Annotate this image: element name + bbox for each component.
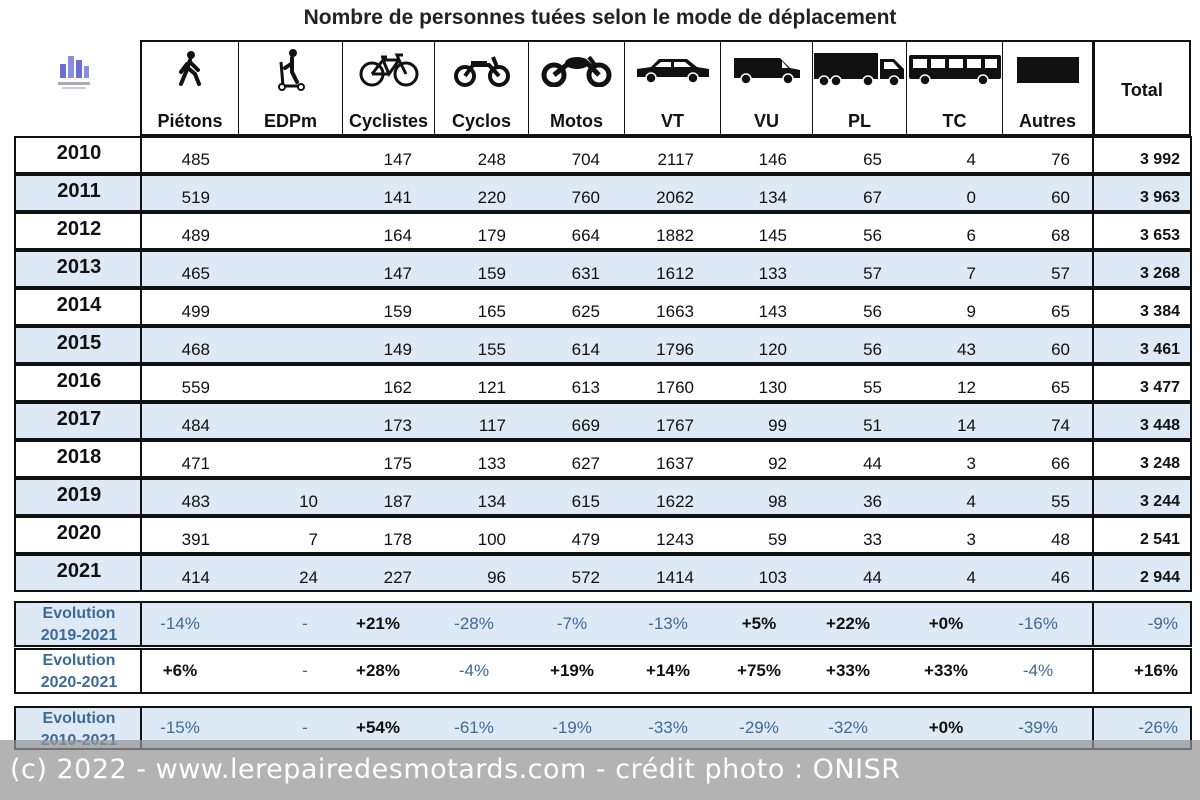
value-cell: 414 [181,568,210,587]
value-cell: 704 [571,150,600,169]
value-cell: 44 [863,568,882,587]
col-header-cyclos [434,42,528,134]
value-cell: 65 [1051,378,1070,397]
col-header-motos [528,42,624,134]
value-cell: 33 [863,530,882,549]
value-cell: 43 [957,340,976,359]
evolution-label [16,603,142,645]
scooter-icon [273,48,309,92]
value-cell: 1612 [656,264,694,283]
evolution-cell: +75% [737,661,781,680]
watermark-text: (c) 2022 - www.lerepairedesmotards.com - crédit photo : ONISR [10,754,901,785]
col-label: PL [847,111,871,131]
value-cell: 155 [477,340,506,359]
value-cell: 165 [477,302,506,321]
value-cell: 187 [383,492,412,511]
table-row [14,136,1192,174]
evolution-cell: +19% [550,661,594,680]
value-cell: 143 [758,302,787,321]
evolution-cell: - [302,614,308,633]
evolution-cell: -32% [828,718,868,737]
value-cell: 57 [863,264,882,283]
evolution-cell: +54% [356,718,400,737]
value-cell: 164 [383,226,412,245]
value-cell: 4 [966,492,976,511]
value-cell: 1882 [656,226,694,245]
value-cell [244,328,324,362]
value-cell: 98 [768,492,787,511]
evolution-cell: -7% [556,614,588,633]
value-cell: 14 [957,416,976,435]
value-cell: 120 [758,340,787,359]
evolution-row [14,601,1192,647]
value-cell: 175 [383,454,412,473]
value-cell: 1243 [656,530,694,549]
value-cell: 559 [181,378,210,397]
value-cell: 76 [1051,150,1070,169]
col-header-pietons [142,42,238,134]
value-cell: 614 [571,340,600,359]
evolution-label-line2: 2019-2021 [40,627,118,644]
value-cell: 159 [383,302,412,321]
value-cell: 631 [571,264,600,283]
value-cell: 10 [299,492,318,511]
truck-icon [814,51,906,89]
total-cell: 3 448 [1092,404,1190,438]
value-cell: 1760 [656,378,694,397]
col-header-vt [624,42,720,134]
value-cell: 1637 [656,454,694,473]
evolution-cell: -28% [454,614,494,633]
value-cell: 2062 [656,188,694,207]
year-cell: 2012 [56,218,102,240]
value-cell: 179 [477,226,506,245]
value-cell [244,366,324,400]
col-header-tc [906,42,1002,134]
evolution-cell: +0% [928,614,964,633]
year-cell: 2017 [56,408,102,430]
evolution-cell: - [302,718,308,737]
evolution-cell: -15% [160,718,200,737]
total-cell: 3 461 [1092,328,1190,362]
value-cell [244,214,324,248]
value-cell: 51 [863,416,882,435]
evolution-cell: +6% [162,661,198,680]
value-cell: 613 [571,378,600,397]
value-cell: 760 [571,188,600,207]
value-cell: 65 [863,150,882,169]
value-cell: 519 [181,188,210,207]
evolution-cell: -39% [1018,718,1058,737]
evolution-total-cell: +16% [1092,650,1190,692]
value-cell: 55 [1051,492,1070,511]
year-cell: 2013 [56,256,102,278]
value-cell: 146 [758,150,787,169]
value-cell: 134 [758,188,787,207]
value-cell: 66 [1051,454,1070,473]
evolution-cell: -33% [648,718,688,737]
evolution-cell: +28% [356,661,400,680]
watermark-banner [0,740,1200,800]
col-header-vu [720,42,812,134]
col-label: TC [942,111,967,131]
evolution-total-cell: -9% [1092,603,1190,645]
value-cell: 99 [768,416,787,435]
total-cell: 3 963 [1092,176,1190,210]
value-cell: 60 [1051,188,1070,207]
value-cell [244,290,324,324]
value-cell: 664 [571,226,600,245]
value-cell: 56 [863,340,882,359]
value-cell: 56 [863,302,882,321]
table-row [14,478,1192,516]
total-label: Total [1121,80,1163,100]
value-cell: 1767 [656,416,694,435]
evolution-label-line1: Evolution [42,605,116,622]
moped-icon [453,53,511,87]
col-label: EDPm [263,111,317,131]
onisr-logo [56,52,92,92]
evolution-cell: -13% [648,614,688,633]
value-cell: 134 [477,492,506,511]
van-icon [732,54,802,86]
evolution-cell: +0% [928,718,964,737]
value-cell: 391 [181,530,210,549]
value-cell: 484 [181,416,210,435]
value-cell: 220 [477,188,506,207]
evolution-row [14,648,1192,694]
value-cell: 6 [966,226,976,245]
col-label: VU [753,111,779,131]
value-cell: 56 [863,226,882,245]
evolution-cell: - [302,661,308,680]
value-cell: 1414 [656,568,694,587]
total-cell: 3 244 [1092,480,1190,514]
total-cell: 3 477 [1092,366,1190,400]
value-cell: 471 [181,454,210,473]
value-cell: 74 [1051,416,1070,435]
col-label: Cyclistes [348,111,429,131]
col-label: Cyclos [451,111,512,131]
col-header-edpm [238,42,342,134]
value-cell: 92 [768,454,787,473]
value-cell: 48 [1051,530,1070,549]
total-cell: 3 248 [1092,442,1190,476]
year-cell: 2015 [56,332,102,354]
year-cell: 2019 [56,484,102,506]
value-cell: 489 [181,226,210,245]
value-cell: 96 [487,568,506,587]
evolution-cell: -4% [1022,661,1054,680]
value-cell [244,176,324,210]
column-header-bar [140,40,1094,136]
value-cell: 627 [571,454,600,473]
page-title: Nombre de personnes tuées selon le mode de déplacement [303,6,897,29]
value-cell: 133 [477,454,506,473]
evolution-label-line2: 2020-2021 [40,674,118,691]
value-cell: 65 [1051,302,1070,321]
year-cell: 2011 [57,180,101,202]
value-cell: 499 [181,302,210,321]
value-cell: 465 [181,264,210,283]
evolution-label-line1: Evolution [42,710,116,727]
year-cell: 2014 [56,294,102,316]
value-cell: 103 [758,568,787,587]
value-cell: 468 [181,340,210,359]
value-cell: 141 [383,188,412,207]
value-cell: 24 [299,568,318,587]
value-cell: 68 [1051,226,1070,245]
value-cell: 121 [477,378,506,397]
evolution-label [16,650,142,692]
value-cell [244,252,324,286]
col-header-pl [812,42,906,134]
value-cell: 3 [966,454,976,473]
value-cell: 1796 [656,340,694,359]
value-cell: 0 [966,188,976,207]
value-cell: 57 [1051,264,1070,283]
value-cell: 1622 [656,492,694,511]
table-row [14,174,1192,212]
value-cell: 12 [957,378,976,397]
value-cell: 147 [383,150,412,169]
table-row [14,516,1192,554]
bus-icon [909,53,1001,87]
value-cell [244,404,324,438]
evolution-total-cell: -26% [1092,708,1190,748]
value-cell: 173 [383,416,412,435]
table-row [14,288,1192,326]
table-row [14,554,1192,592]
total-cell: 3 653 [1092,214,1190,248]
value-cell: 149 [383,340,412,359]
value-cell: 615 [571,492,600,511]
value-cell: 159 [477,264,506,283]
table-row [14,440,1192,478]
table-row [14,212,1192,250]
value-cell: 3 [966,530,976,549]
total-cell: 3 992 [1092,138,1190,172]
evolution-cell: +22% [826,614,870,633]
value-cell: 669 [571,416,600,435]
evolution-cell: -19% [552,718,592,737]
value-cell: 479 [571,530,600,549]
value-cell: 133 [758,264,787,283]
value-cell: 7 [966,264,976,283]
motorcycle-icon [541,53,613,87]
value-cell: 625 [571,302,600,321]
col-header-total [1093,40,1191,136]
value-cell: 485 [181,150,210,169]
evolution-cell: +33% [826,661,870,680]
value-cell: 46 [1051,568,1070,587]
value-cell: 9 [966,302,976,321]
col-label: VT [660,111,684,131]
year-cell: 2016 [56,370,102,392]
total-cell: 3 268 [1092,252,1190,286]
evolution-cell: -14% [160,614,200,633]
value-cell: 145 [758,226,787,245]
value-cell: 60 [1051,340,1070,359]
col-label: Autres [1018,111,1076,131]
value-cell: 147 [383,264,412,283]
col-label: Motos [550,111,603,131]
table-row [14,364,1192,402]
value-cell: 117 [478,416,506,435]
value-cell: 1663 [656,302,694,321]
value-cell: 130 [758,378,787,397]
bicycle-icon [359,53,419,87]
table-row [14,402,1192,440]
evolution-cell: -16% [1018,614,1058,633]
value-cell: 572 [571,568,600,587]
total-cell: 3 384 [1092,290,1190,324]
evolution-cell: -61% [454,718,494,737]
value-cell: 55 [863,378,882,397]
car-icon [633,55,713,85]
value-cell [244,442,324,476]
year-cell: 2020 [56,522,102,544]
col-header-cyclistes [342,42,434,134]
evolution-cell: +5% [741,614,777,633]
table-row [14,250,1192,288]
value-cell: 4 [966,150,976,169]
evolution-label-line1: Evolution [42,652,116,669]
col-header-autres [1002,42,1092,134]
year-cell: 2010 [56,142,102,164]
pedestrian-icon [175,50,205,90]
evolution-cell: +33% [924,661,968,680]
value-cell: 100 [477,530,506,549]
value-cell: 2117 [657,150,694,169]
value-cell: 248 [477,150,506,169]
value-cell: 178 [383,530,412,549]
value-cell: 7 [308,530,318,549]
value-cell: 67 [863,188,882,207]
year-cell: 2018 [56,446,102,468]
total-cell: 2 541 [1092,518,1190,552]
table-row [14,326,1192,364]
col-label: Piétons [157,111,223,131]
value-cell [244,138,324,172]
evolution-cell: -29% [739,718,779,737]
evolution-cell: +14% [646,661,690,680]
other-vehicle-icon [1017,55,1079,85]
evolution-cell: -4% [458,661,490,680]
value-cell: 227 [383,568,412,587]
value-cell: 162 [383,378,412,397]
evolution-cell: +21% [356,614,400,633]
value-cell: 59 [768,530,787,549]
value-cell: 4 [966,568,976,587]
year-cell: 2021 [56,560,102,582]
value-cell: 483 [181,492,210,511]
value-cell: 44 [863,454,882,473]
total-cell: 2 944 [1092,556,1190,590]
value-cell: 36 [863,492,882,511]
